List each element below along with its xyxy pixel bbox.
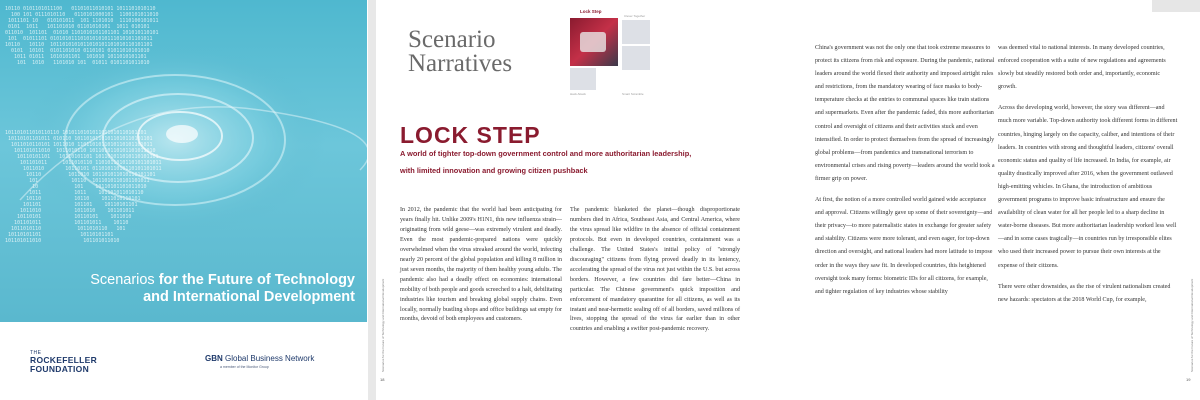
page19-col1-para2: At first, the notion of a more controlled world gained wide acceptance and approval. Citizens willingly gave up some of their sovereignty—and their privacy—to more paternalistic states in exchange for greater safety and stability. Citizens were more tolerant, and even eager, for top-down direction and oversight, and national leaders had more latitude to impose order in the ways they saw fit. In developed countries, this heightened oversight took many forms: biometric IDs for all citizens, for example, and tighter regulation of key industries whose stability bbox=[815, 197, 993, 295]
page18-number: 18 bbox=[380, 377, 385, 382]
thumbnail-label-hack-attack: Hack Attack bbox=[570, 92, 586, 96]
cover-title-line2: and International Development bbox=[143, 289, 355, 305]
page18-side-text: Scenarios for the Future of Technology and International Development bbox=[381, 278, 385, 372]
thumbnail-label: Lock Step bbox=[580, 9, 602, 14]
page18-column-2 bbox=[570, 206, 740, 335]
thumbnail-smart-scramble bbox=[622, 46, 650, 70]
page18-col1-text: In 2012, the pandemic that the world had been anticipating for years finally hit. Unlike 2009's H1N1, this new influenza strain—originating from wild geese—was extremely virulent and deadly. Even the most pandemic-prepared nations were quickly overwhelmed when the virus streaked around the world, infecting nearly 20 percent of the global population and killing 8 million in just seven months, the majority of them healthy young adults. The pandemic also had a deadly effect on economies: international mobility of both people and goods screeched to a halt, debilitating industries like tourism and breaking global supply chains. Even locally, normally bustling shops and office buildings sat empty for months, devoid of both employees and customers. bbox=[400, 207, 562, 323]
corner-tab bbox=[1152, 0, 1200, 12]
logo-rockefeller: ROCKEFELLER bbox=[30, 355, 98, 365]
book-cover bbox=[0, 0, 367, 400]
rockefeller-foundation-logo bbox=[30, 350, 97, 374]
logo-foundation: FOUNDATION bbox=[30, 364, 90, 374]
section-title-line2: Narratives bbox=[408, 50, 513, 77]
thumbnail-label-smart-scramble: Smart Scramble bbox=[622, 92, 644, 96]
section-title bbox=[408, 28, 512, 76]
gbn-abbr: GBN bbox=[205, 354, 223, 363]
logo-the: THE bbox=[30, 350, 42, 356]
cover-title-rest: for the Future of Technology bbox=[154, 272, 355, 288]
gbn-name: Global Business Network bbox=[222, 354, 315, 363]
book-spine bbox=[368, 0, 376, 400]
lock-step-thumbnail bbox=[570, 18, 618, 66]
page19-column-2 bbox=[998, 42, 1178, 315]
cover-artwork: 10110 0101101011100 01101011010101 1011101010110 100 101 0111010110 0110101000101 1100101011010 1011101 10 010101011 101 1101010 1110100101011 0101 1011 101101010 01101010101 1011 010101 011010 101101 01010 1101010101101101 101010110101 101 01011101 0101010111010101010111010101101011 10110 10110 1011010101011010101101010110101101 0101 10101 0101101010 0110101 01011010101010 1011 01011 1010101101 101010 1011010101101 101 1010 1101010 101 01011 0101101011010 101101011010110110 1010110101011011010110101101 10110101101011 010110 10110101101011010110101101 1011010110101 1011010 1101101011010110101101011 101101011010 1011010110 1011010110101101011010 10110101101 10110101101 101101011010110101101 101101011 1011010110 1101011010110101101011 1011010 10110101 01101011010110101101011 10110 1011010 101101011010110101101 101 10110 1011010110101101011 10 101 10110101101011010 1011 1011 101101011010110 10110 10110 1011010110101 101101 101101 10110101101 1011010 1011010 101101011 10110101 10110101 1011010 101101011 101101011 10110 1011010110 1011010110 101 10110101101 10110101101 101101011010 101101011010 Scenarios for the Future of Technology and International Development bbox=[0, 0, 367, 322]
page19-col1-para1: China's government was not the only one that took extreme measures to protect its citizens from risk and exposure. During the pandemic, national leaders around the world flexed their authority and imposed airtight rules and restrictions, from the mandatory wearing of face masks to body-temperature checks at the entries to communal spaces like train stations and supermarkets. Even after the pandemic faded, this more authoritarian control and oversight of citizens and their activities stuck and even intensified. In order to protect themselves from the spread of increasingly global problems—from pandemics and transnational terrorism to environmental crises and rising poverty—leaders around the world took a firmer grip on power. bbox=[815, 45, 995, 182]
thumbnail-clever-together bbox=[622, 20, 650, 44]
cover-title-light: Scenarios bbox=[90, 272, 155, 288]
page18-col2-text: The pandemic blanketed the planet—though disproportionate numbers died in Africa, Southeast Asia, and Central America, where the virus spread like wildfire in the absence of official containment protocols. But even in developed countries, containment was a challenge. The United States's initial policy of "strongly discouraging" citizens from flying proved deadly in its leniency, accelerating the spread of the virus not just within the U.S. but across borders. However, a few countries did fare better—China in particular. The Chinese government's quick imposition and enforcement of mandatory quarantine for all citizens, as well as its instant and near-hermetic sealing off of all borders, saved millions of lives, stopping the spread of the virus far earlier than in other countries and enabling a swifter post-pandemic recovery. bbox=[570, 207, 740, 333]
section-title-line1: Scenario bbox=[408, 26, 496, 53]
scenario-subtitle: A world of tighter top-down government control and more authoritarian leadership, with limited innovation and growing citizen pushback bbox=[400, 149, 692, 175]
page19-col2-para2: Across the developing world, however, the story was different—and much more variable. Top-down authority took different forms in different countries, hinging largely on the capacity, caliber, and intentions of their leaders. In countries with strong and thoughtful leaders, citizens' overall economic status and quality of life increased. In India, for example, air quality drastically improved after 2016, when the government outlawed high-emitting vehicles. In Ghana, the introduction of ambitious government programs to improve basic infrastructure and ensure the availability of clean water for all her people led to a sharp decline in water-borne diseases. But more authoritarian leadership worked less well—and in some cases tragically—in countries run by irresponsible elites who used their increased power to pursue their own interests at the expense of their citizens. bbox=[998, 105, 1178, 269]
thumbnail-label-clever-together: Clever Together bbox=[624, 14, 646, 18]
page19-col2-para1: was deemed vital to national interests. In many developed countries, enforced cooperation with a suite of new regulations and agreements slowly but steadily restored both order and, importantly, economic growth. bbox=[998, 45, 1166, 91]
page19-side-text: Scenarios for the Future of Technology and International Development bbox=[1190, 278, 1194, 372]
page18-column-1 bbox=[400, 206, 562, 325]
gbn-logo bbox=[205, 354, 314, 363]
cover-title bbox=[0, 272, 355, 306]
gbn-subtitle: a member of the Monitor Group bbox=[220, 365, 269, 369]
scenario-title: LOCK STEP bbox=[400, 122, 541, 148]
page19-col2-para3: There were other downsides, as the rise of virulent nationalism created new hazards: spectators at the 2018 World Cup, for example, bbox=[998, 283, 1171, 303]
thumbnail-hack-attack bbox=[570, 68, 596, 90]
page19-column-1 bbox=[815, 42, 995, 307]
page19-number: 19 bbox=[1186, 377, 1191, 382]
